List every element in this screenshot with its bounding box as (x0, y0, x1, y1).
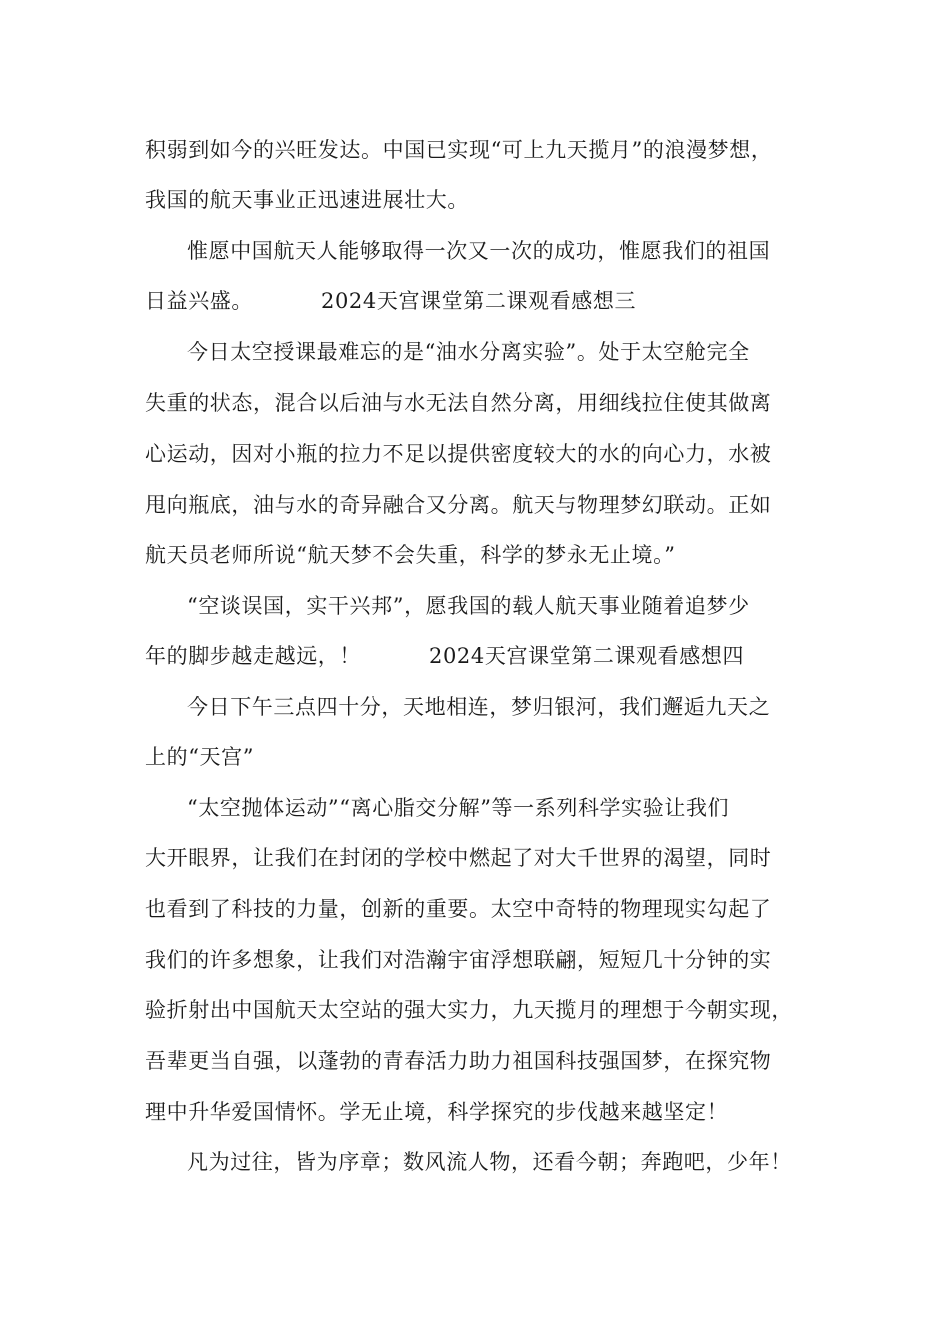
paragraph-start-line: 惟愿中国航天人能够取得一次又一次的成功，惟愿我们的祖国 (187, 239, 771, 263)
paragraph-end-text: 年的脚步越走越远，！ (145, 644, 361, 668)
text-line: 甩向瓶底，油与水的奇异融合又分离。航天与物理梦幻联动。正如 (145, 493, 772, 517)
text-line: 吾辈更当自强，以蓬勃的青春活力助力祖国科技强国梦，在探究物 (145, 1049, 772, 1073)
section-heading-4: 2024天宫课堂第二课观看感想四 (429, 644, 745, 668)
text-line: 验折射出中国航天太空站的强大实力，九天揽月的理想于今朝实现， (145, 998, 793, 1022)
text-line: 积弱到如今的兴旺发达。中国已实现“可上九天揽月”的浪漫梦想， (145, 138, 773, 162)
paragraph-start-line: 今日下午三点四十分，天地相连，梦归银河，我们邂逅九天之 (187, 695, 771, 719)
text-line: 心运动，因对小瓶的拉力不足以提供密度较大的水的向心力，水被 (145, 442, 772, 466)
text-line-with-heading (145, 636, 845, 676)
text-line: 航天员老师所说“航天梦不会失重，科学的梦永无止境。” (145, 543, 676, 567)
text-line: 理中升华爱国情怀。学无止境，科学探究的步伐越来越坚定！ (145, 1100, 729, 1124)
section-heading-3: 2024天宫课堂第二课观看感想三 (321, 289, 637, 313)
paragraph-end-text: 日益兴盛。 (145, 289, 253, 313)
text-line: 也看到了科技的力量，创新的重要。太空中奇特的物理现实勾起了 (145, 897, 772, 921)
text-line: 我们的许多想象，让我们对浩瀚宇宙浮想联翩，短短几十分钟的实 (145, 948, 772, 972)
text-line: 大开眼界，让我们在封闭的学校中燃起了对大千世界的渴望，同时 (145, 846, 772, 870)
paragraph-start-line: 凡为过往，皆为序章；数风流人物，还看今朝；奔跑吧，少年！ (187, 1150, 792, 1174)
text-line: 上的“天宫” (145, 745, 255, 769)
paragraph-start-line: 今日太空授课最难忘的是“油水分离实验”。处于太空舱完全 (187, 340, 750, 364)
text-line: 我国的航天事业正迅速进展壮大。 (145, 188, 469, 212)
text-line: 失重的状态，混合以后油与水无法自然分离，用细线拉住使其做离 (145, 391, 772, 415)
paragraph-start-line: “太空抛体运动”“离心脂交分解”等一系列科学实验让我们 (187, 796, 730, 820)
text-line-with-heading (145, 281, 845, 321)
paragraph-start-line: “空谈误国，实干兴邦”，愿我国的载人航天事业随着追梦少 (187, 594, 750, 618)
